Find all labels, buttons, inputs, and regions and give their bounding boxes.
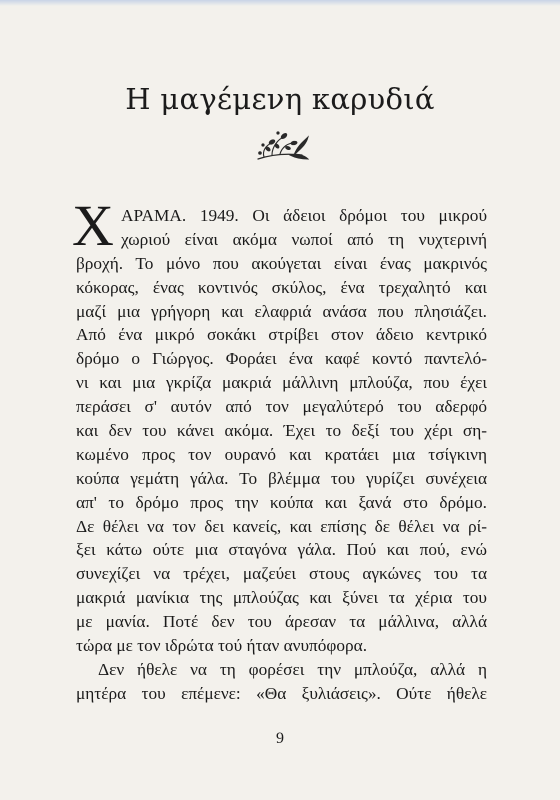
text-line: μαζί μια γρήγορη και ελαφριά ανάσα που πλησιάζει. [76, 301, 487, 321]
text-line: συνεχίζει να τρέχει, μαζεύει στους αγκώνες του τα [76, 564, 487, 584]
chapter-title: Η μαγέμενη καρυδιά [125, 82, 435, 116]
text-line: περάσει σ' αυτόν από τον μεγαλύτερό του αδερφό [76, 397, 487, 417]
text-line: Δε θέλει να τον δει κανείς, και επίσης δε θέλει να ρί- [76, 516, 487, 536]
text-line: ξει κάτω ούτε μια σταγόνα γάλα. Πού και πού, ενώ [76, 540, 487, 560]
text-line: δρόμο ο Γιώργος. Φοράει ένα καφέ κοντό παντελό- [76, 349, 487, 369]
text-line: Από ένα μικρό σοκάκι στρίβει στον άδειο κεντρικό [76, 325, 487, 345]
text-line: Δεν ήθελε να τη φορέσει την μπλούζα, αλλά η [98, 659, 487, 679]
text-line: χωριού είναι ακόμα νωποί από τη νυχτερινή [121, 229, 487, 249]
text-line: τώρα με τον ιδρώτα τού ήταν ανυπόφορα. [76, 636, 368, 656]
top-edge-strip [0, 0, 560, 6]
text-line: βροχή. Το μόνο που ακούγεται είναι ένας μακρινός [76, 253, 487, 273]
text-line: και δεν του κάνει ακόμα. Έχει το δεξί του χέρι ση- [76, 421, 487, 441]
text-line: μακριά μανίκια της μπλούζας και ξύνει τα χέρια του [76, 588, 487, 608]
text-line: κωμένο προς τον ουρανό και κρατάει μια τσίγκινη [76, 444, 487, 464]
drop-cap: Χ [72, 193, 114, 258]
text-line: μητέρα του επέμενε: «Θα ξυλιάσεις». Ούτε ήθελε [76, 683, 487, 703]
text-line: ΑΡΑΜΑ. 1949. Οι άδειοι δρόμοι του μικρού [121, 206, 487, 225]
text-line: κούπα γεμάτη γάλα. Το βλέμμα του γυρίζει συνέχεια [76, 468, 487, 488]
page-number: 9 [276, 730, 284, 747]
body-text [72, 193, 487, 706]
text-line: απ' το δρόμο προς την κούπα και ξανά στο δρόμο. [76, 492, 487, 512]
text-line: με μανία. Ποτέ δεν του άρεσαν τα μάλλινα, αλλά [76, 612, 487, 632]
text-line: κόκορας, ένας κοντινός σκύλος, ένα τρεχαλητό και [76, 277, 487, 297]
floral-ornament-icon [250, 125, 314, 165]
text-line: νι και μια γκρίζα μακριά μάλλινη μπλούζα, που έχει [76, 373, 487, 393]
